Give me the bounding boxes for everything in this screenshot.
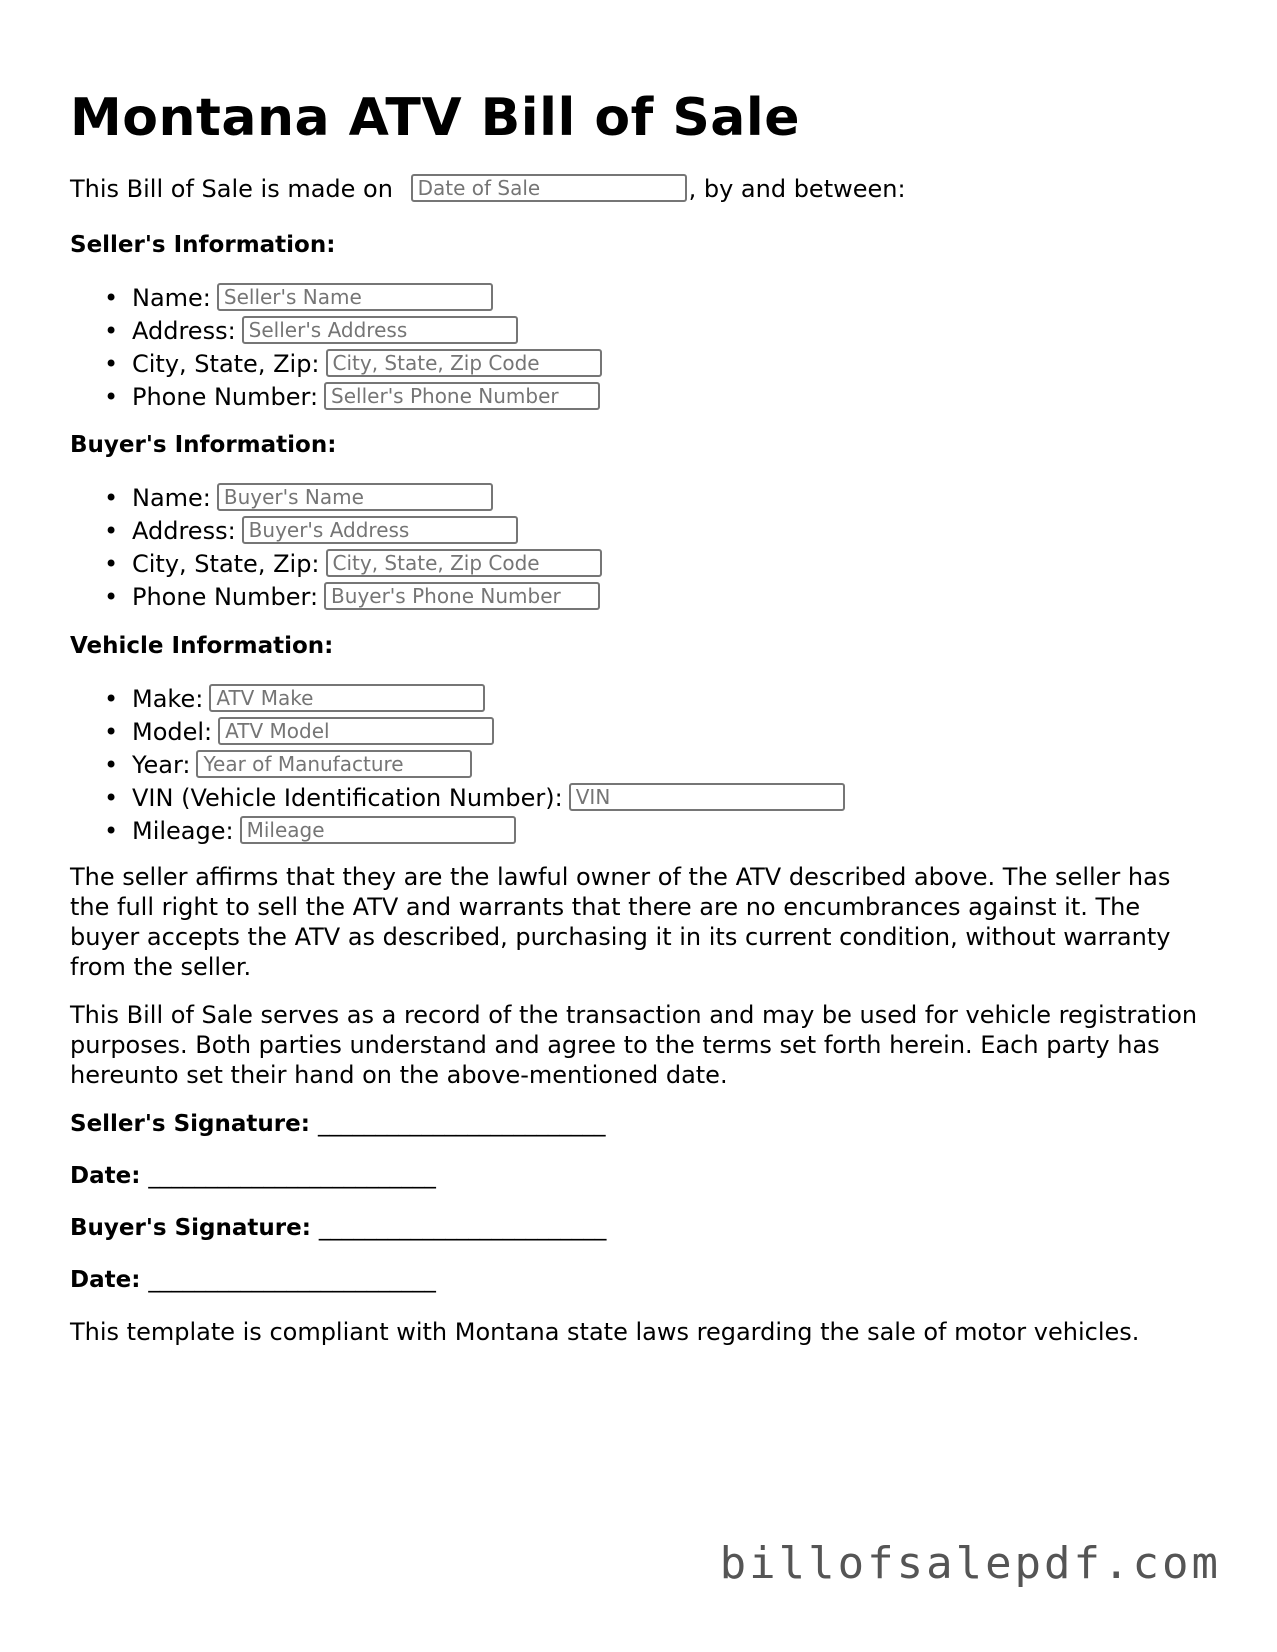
buyer-city-state-zip-input[interactable] — [326, 549, 602, 577]
list-item — [70, 783, 845, 816]
buyer-info-heading: Buyer's Information: — [70, 432, 337, 458]
intro-text-before: This Bill of Sale is made on — [70, 175, 393, 203]
seller-signature-blank[interactable]: _________________________ — [317, 1111, 606, 1137]
seller-city-state-zip-input[interactable] — [326, 349, 602, 377]
list-item — [70, 717, 845, 750]
list-item — [70, 516, 602, 549]
seller-city-state-zip-label: City, State, Zip: — [132, 350, 320, 378]
seller-date-label: Date: — [70, 1163, 141, 1189]
seller-date-line — [70, 1161, 436, 1191]
seller-name-label: Name: — [132, 284, 211, 312]
page-title: Montana ATV Bill of Sale — [70, 88, 800, 148]
vehicle-mileage-input[interactable] — [240, 816, 516, 844]
intro-text-after: , by and between: — [688, 175, 906, 203]
compliance-note: This template is compliant with Montana state laws regarding the sale of motor vehicles. — [70, 1318, 1140, 1346]
list-item — [70, 816, 845, 849]
vehicle-info-list — [70, 684, 845, 849]
list-item — [70, 382, 602, 415]
date-of-sale-input[interactable] — [411, 174, 687, 202]
record-paragraph: This Bill of Sale serves as a record of the transaction and may be used for vehicle registration purposes. Both parties understand and agree to the terms set forth herein. Each party has hereunto set their hand on the above-mentioned date. — [70, 1001, 1198, 1089]
seller-signature-line — [70, 1109, 605, 1139]
buyer-signature-line — [70, 1213, 606, 1243]
vehicle-year-input[interactable] — [196, 750, 472, 778]
seller-info-heading: Seller's Information: — [70, 232, 336, 258]
watermark: billofsalepdf.com — [719, 1538, 1221, 1589]
vehicle-info-heading: Vehicle Information: — [70, 633, 334, 659]
vehicle-mileage-label: Mileage: — [132, 817, 234, 845]
buyer-phone-label: Phone Number: — [132, 583, 319, 611]
buyer-signature-blank[interactable]: _________________________ — [318, 1215, 607, 1241]
list-item — [70, 549, 602, 582]
buyer-city-state-zip-label: City, State, Zip: — [132, 550, 320, 578]
vehicle-year-label: Year: — [132, 751, 191, 779]
buyer-phone-input[interactable] — [324, 582, 600, 610]
ownership-paragraph: The seller affirms that they are the lawful owner of the ATV described above. The seller has the full right to sell the ATV and warrants that there are no encumbrances against it. The buyer accepts the ATV as described, purchasing it in its current condition, without warranty from the seller. — [70, 863, 1171, 981]
seller-signature-label: Seller's Signature: — [70, 1111, 310, 1137]
buyer-date-label: Date: — [70, 1267, 141, 1293]
seller-name-input[interactable] — [217, 283, 493, 311]
vehicle-make-input[interactable] — [209, 684, 485, 712]
buyer-address-input[interactable] — [242, 516, 518, 544]
buyer-date-line — [70, 1265, 436, 1295]
vehicle-vin-input[interactable] — [569, 783, 845, 811]
vehicle-make-label: Make: — [132, 685, 204, 713]
buyer-info-list — [70, 483, 602, 615]
seller-info-list — [70, 283, 602, 415]
seller-address-label: Address: — [132, 317, 236, 345]
buyer-date-blank[interactable]: _________________________ — [148, 1267, 436, 1293]
seller-address-input[interactable] — [242, 316, 518, 344]
list-item — [70, 349, 602, 382]
list-item — [70, 582, 602, 615]
vehicle-vin-label: VIN (Vehicle Identification Number): — [132, 784, 563, 812]
intro-line — [70, 174, 906, 204]
list-item — [70, 283, 602, 316]
list-item — [70, 316, 602, 349]
seller-date-blank[interactable]: _________________________ — [148, 1163, 436, 1189]
buyer-signature-label: Buyer's Signature: — [70, 1215, 311, 1241]
vehicle-model-label: Model: — [132, 718, 213, 746]
list-item — [70, 483, 602, 516]
buyer-address-label: Address: — [132, 517, 236, 545]
seller-phone-input[interactable] — [324, 382, 600, 410]
list-item — [70, 750, 845, 783]
list-item — [70, 684, 845, 717]
vehicle-model-input[interactable] — [218, 717, 494, 745]
buyer-name-input[interactable] — [217, 483, 493, 511]
seller-phone-label: Phone Number: — [132, 383, 319, 411]
buyer-name-label: Name: — [132, 484, 211, 512]
